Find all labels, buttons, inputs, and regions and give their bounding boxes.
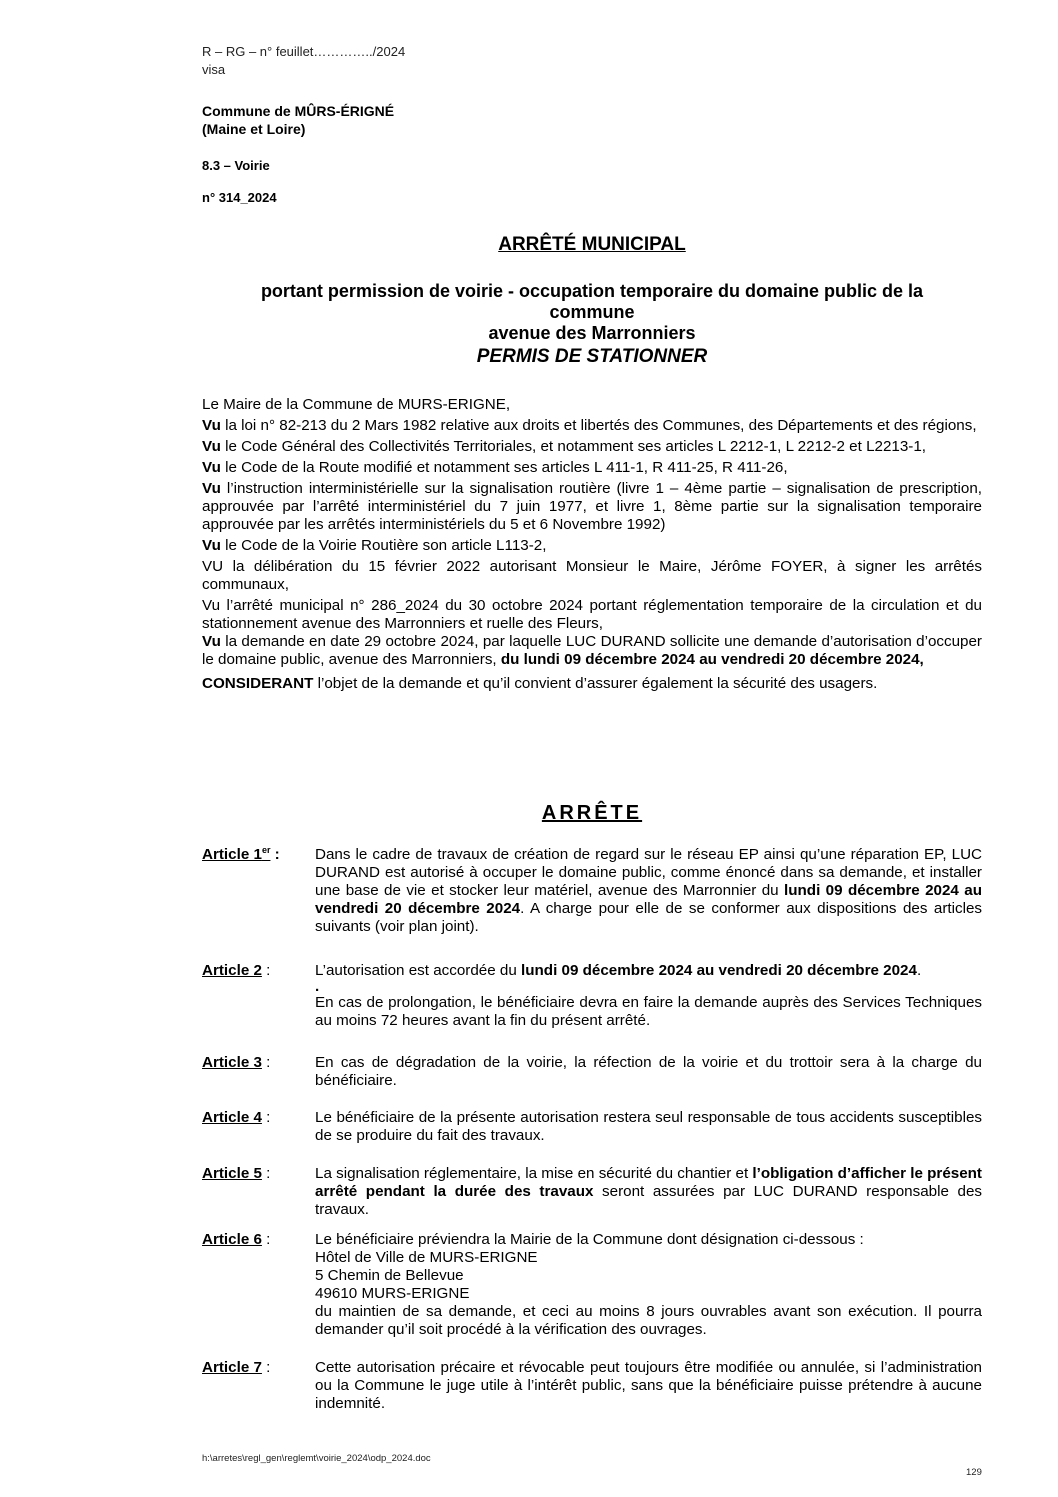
article-label: Article 4 : <box>202 1109 271 1126</box>
vu-paragraph <box>202 417 982 435</box>
vu-text: le Code Général des Collectivités Territoriales, et notamment ses articles L 2212-1, L 2212-2 et L2213-1, <box>220 438 927 455</box>
considerant-label: CONSIDERANT <box>202 675 314 692</box>
article-label: Article 7 : <box>202 1359 271 1376</box>
arrete-heading: ARRÊTE <box>541 802 643 824</box>
vu-label: Vu <box>202 417 221 434</box>
subtitle-line: portant permission de voirie - occupation temporaire du domaine public de la <box>260 281 924 301</box>
vu-label: Vu <box>202 633 221 650</box>
vu-dates: du lundi 09 décembre 2024 au vendredi 20 décembre 2024, <box>500 651 924 668</box>
article-label: Article 6 : <box>202 1231 271 1248</box>
article-text: Dans le cadre de travaux de création de regard sur le réseau EP ainsi qu’une réparation EP, LUC DURAND est autorisé à occuper le domaine public, comme énoncé dans sa demande, et installer une base de vie et stocker leur matériel, avenue des Marronnier du lundi 09 décembre 2024 au vendredi 20 décembre 2024. A charge pour elle de se conformer aux dispositions des articles suivants (voir plan joint). <box>315 846 982 935</box>
article-label: Article 3 : <box>202 1054 271 1071</box>
category-label: 8.3 – Voirie <box>202 158 270 173</box>
article-text: Cette autorisation précaire et révocable peut toujours être modifiée ou annulée, si l’administration ou la Commune le juge utile à l’intérêt public, sans que la bénéficiaire puisse prétendre à aucune indemnité. <box>315 1359 982 1412</box>
vu-label: Vu <box>202 537 221 554</box>
article-label: Article 1er : <box>202 844 280 863</box>
decree-number: n° 314_2024 <box>202 190 277 205</box>
subtitle <box>202 281 982 367</box>
register-line: R – RG – n° feuillet…………../2024 <box>202 44 406 59</box>
subtitle-line: commune <box>549 302 635 322</box>
vu-label: Vu <box>202 438 221 455</box>
vu-paragraph: VU la délibération du 15 février 2022 autorisant Monsieur le Maire, Jérôme FOYER, à signer les arrêtés communaux, <box>202 558 982 593</box>
article-text: Le bénéficiaire préviendra la Mairie de la Commune dont désignation ci-dessous : Hôtel de Ville de MURS-ERIGNE 5 Chemin de Bellevue 49610 MURS-ERIGNE du maintien de sa demande, et ceci au moins 8 jours ouvrables avant son exécution. Il pourra demander qu’il soit procédé à la vérification des ouvrages. <box>315 1231 982 1338</box>
vu-paragraph: Vu l’arrêté municipal n° 286_2024 du 30 octobre 2024 portant réglementation temporaire de la circulation et du stationnement avenue des Marronniers et ruelle des Fleurs, <box>202 597 982 632</box>
vu-text: le Code de la Voirie Routière son article L113-2, <box>220 537 547 554</box>
vu-paragraph <box>202 633 982 669</box>
preamble <box>202 396 982 693</box>
vu-paragraph <box>202 459 982 477</box>
article-label: Article 2 : <box>202 962 271 979</box>
article-text: La signalisation réglementaire, la mise en sécurité du chantier et l’obligation d’afficher le présent arrêté pendant la durée des travaux seront assurées par LUC DURAND responsable des travaux. <box>315 1165 982 1218</box>
article-text: Le bénéficiaire de la présente autorisation restera seul responsable de tous accidents susceptibles de se produire du fait des travaux. <box>315 1109 982 1144</box>
vu-text: la loi n° 82-213 du 2 Mars 1982 relative aux droits et libertés des Communes, des Départements et des régions, <box>220 417 977 434</box>
vu-paragraph <box>202 438 982 456</box>
vu-paragraph <box>202 537 982 555</box>
vu-text: le Code de la Route modifié et notamment ses articles L 411-1, R 411-25, R 411-26, <box>220 459 788 476</box>
department-name: (Maine et Loire) <box>202 121 306 137</box>
subtitle-permit: PERMIS DE STATIONNER <box>476 346 708 367</box>
subtitle-line: avenue des Marronniers <box>488 323 696 343</box>
file-path: h:\arretes\regl_gen\reglemt\voirie_2024\odp_2024.doc <box>202 1453 431 1464</box>
article-text: L’autorisation est accordée du lundi 09 décembre 2024 au vendredi 20 décembre 2024. . En cas de prolongation, le bénéficiaire devra en faire la demande auprès des Services Techniques au moins 72 heures avant la fin du présent arrêté. <box>315 962 982 1029</box>
vu-text: l’instruction interministérielle sur la signalisation routière (livre 1 – 4ème partie – signalisation de prescription, approuvée par l’arrêté interministériel du 7 juin 1977, et livre 1, 8ème partie sur la signalisation temporaire approuvée par les arrêtés interministériels du 5 et 6 Novembre 1992) <box>202 480 982 533</box>
preamble-intro: Le Maire de la Commune de MURS-ERIGNE, <box>202 396 511 413</box>
vu-text: la demande en date 29 octobre 2024, par laquelle LUC DURAND sollicite une demande d’autorisation d’occuper le domaine public, avenue des Marronniers, <box>202 633 982 668</box>
page-number: 129 <box>966 1467 982 1478</box>
page-title: ARRÊTÉ MUNICIPAL <box>498 234 686 255</box>
considerant-paragraph <box>202 675 982 693</box>
article-label: Article 5 : <box>202 1165 271 1182</box>
article-text: En cas de dégradation de la voirie, la réfection de la voirie et du trottoir sera à la charge du bénéficiaire. <box>315 1054 982 1089</box>
vu-paragraph <box>202 480 982 534</box>
considerant-text: l’objet de la demande et qu’il convient d’assurer également la sécurité des usagers. <box>313 675 878 692</box>
visa-line: visa <box>202 62 226 77</box>
vu-label: Vu <box>202 459 221 476</box>
vu-label: Vu <box>202 480 221 497</box>
commune-name: Commune de MÛRS-ÉRIGNÉ <box>202 103 395 119</box>
